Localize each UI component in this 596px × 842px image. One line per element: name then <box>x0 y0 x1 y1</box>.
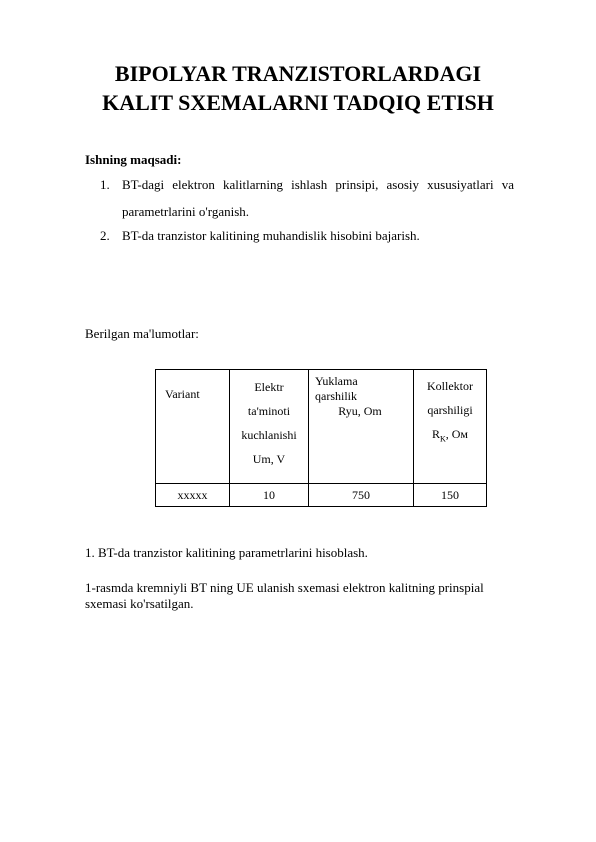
section-paragraph: 1-rasmda kremniyli BT ning UE ulanish sxemasi elektron kalitning prinspial sxemasi ko'rsatilgan. <box>85 580 484 611</box>
header-text: Kollektor <box>427 379 473 393</box>
objective-heading: Ishning maqsadi: <box>85 152 182 167</box>
title-line-1: BIPOLYAR TRANZISTORLARDAGI <box>114 61 482 86</box>
table-row <box>156 484 487 507</box>
header-supply-voltage <box>230 370 309 484</box>
title-line-2: KALIT SXEMALARNI TADQIQ ETISH <box>102 90 494 115</box>
header-variant: Variant <box>156 370 230 484</box>
cell-ryu: 750 <box>309 484 414 507</box>
cell-rk: 150 <box>414 484 487 507</box>
header-text: Yuklama <box>315 374 358 388</box>
header-load-resistance <box>309 370 414 484</box>
header-text: Um, V <box>252 452 286 466</box>
header-text: Elektr <box>254 380 284 394</box>
header-text: Ryu, Om <box>338 404 382 418</box>
header-text: ta'minoti <box>247 404 291 418</box>
header-text: kuchlanishi <box>241 428 297 442</box>
list-item-text: BT-da tranzistor kalitining muhandislik hisobini bajarish. <box>122 228 420 243</box>
header-text: qarshilik <box>315 389 357 403</box>
cell-um: 10 <box>230 484 309 507</box>
list-item-number: 1. <box>100 177 110 192</box>
list-item-number: 2. <box>100 228 110 243</box>
header-text: qarshiligi <box>427 403 473 417</box>
given-data-label: Berilgan ma'lumotlar: <box>85 326 199 341</box>
list-item-text: BT-dagi elektron kalitlarning ishlash prinsipi, asosiy xususiyatlari va <box>122 177 514 192</box>
table-header-row <box>156 370 487 484</box>
cell-variant: xxxxx <box>156 484 230 507</box>
data-table <box>155 369 487 507</box>
header-collector-resistance <box>414 370 487 484</box>
section-heading: 1. BT-da tranzistor kalitining parametrlarini hisoblash. <box>85 545 368 560</box>
header-text: $R_K$, Ом <box>431 427 469 444</box>
list-item-text-continuation: parametrlarini o'rganish. <box>122 204 250 219</box>
